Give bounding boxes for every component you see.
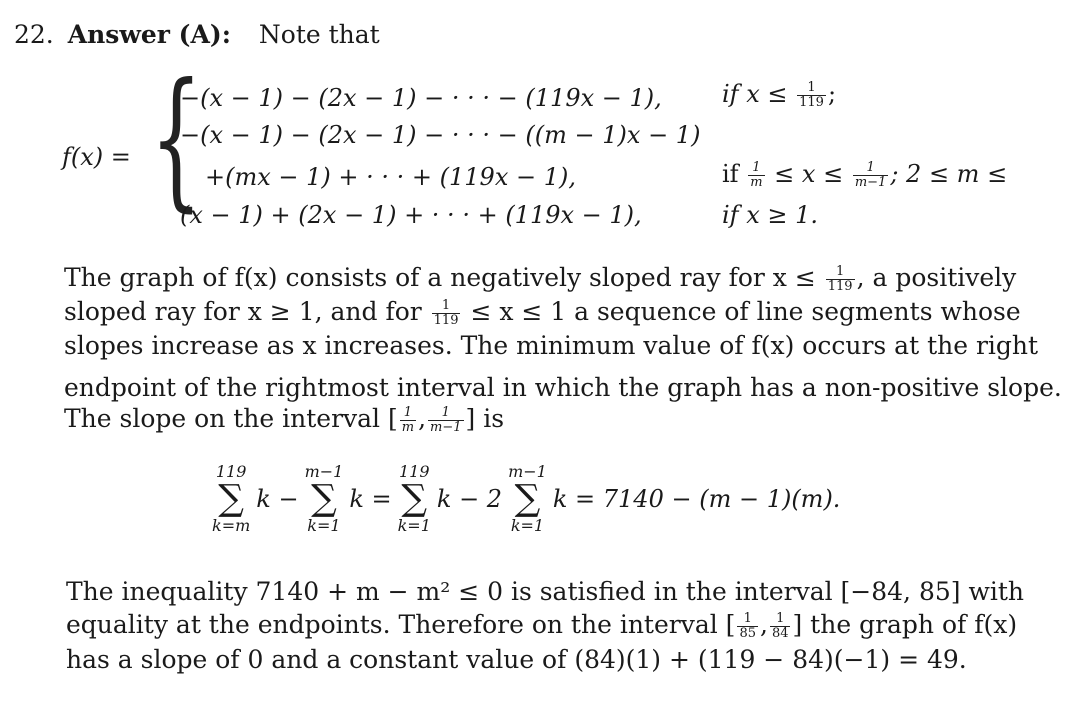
case2-mid: ≤ x ≤	[774, 160, 844, 188]
case1-expr: −(x − 1) − (2x − 1) − · · · − (119x − 1),	[180, 84, 662, 112]
frac-num: 1	[441, 405, 450, 421]
sum2	[305, 464, 344, 534]
note-text: Note that	[258, 20, 380, 49]
frac-den: 85	[739, 626, 756, 641]
para2-l2-frac2	[770, 612, 791, 640]
para1-line2	[64, 297, 1021, 328]
frac-den: m	[750, 175, 763, 190]
sum4-lower: k=1	[510, 515, 545, 535]
para2-l2-comma: ,	[759, 610, 768, 639]
para2-l2-b: ] the graph of f(x)	[792, 610, 1018, 639]
answer-label: Answer (A):	[67, 20, 231, 49]
para1-l2-frac	[432, 299, 461, 327]
left-brace: {	[150, 52, 203, 226]
sum2-upper: m−1	[304, 462, 344, 481]
sum-term3: k − 2	[436, 484, 503, 513]
frac-den: m−1	[854, 175, 887, 190]
case1-cond	[722, 80, 836, 110]
case2-expr-line2: +(mx − 1) + · · · + (119x − 1),	[205, 163, 576, 191]
frac-den: 84	[771, 626, 789, 641]
sum4	[508, 464, 547, 534]
para1-l1-b: , a positively	[856, 263, 1017, 292]
sigma-symbol: ∑	[218, 478, 244, 519]
frac-den: 119	[827, 279, 853, 294]
para2-line2	[66, 610, 1017, 641]
frac-num: 1	[752, 160, 761, 176]
sigma-symbol: ∑	[401, 478, 428, 519]
frac-den: m	[401, 420, 415, 435]
para1-l2-a: sloped ray for x ≥ 1, and for	[64, 297, 422, 326]
para1-l5-frac1	[400, 406, 416, 434]
frac-den: m−1	[430, 420, 462, 435]
para1-l5-comma: ,	[418, 404, 427, 433]
sum3-upper: 119	[398, 462, 430, 481]
sum1	[212, 464, 250, 534]
frac-den: 119	[433, 313, 459, 328]
frac-num: 1	[866, 160, 875, 176]
case2-expr-line1: −(x − 1) − (2x − 1) − · · · − ((m − 1)x − 1)	[180, 121, 701, 149]
case1-cond-suffix: ;	[827, 80, 837, 108]
para2-l2-frac1	[737, 612, 758, 640]
frac-num: 1	[743, 611, 752, 627]
case3-cond: if x ≥ 1.	[722, 201, 818, 229]
case2-suffix: ; 2 ≤ m ≤	[890, 160, 1008, 188]
para1-l1-frac	[826, 265, 855, 293]
frac-num: 1	[776, 611, 785, 627]
lhs-text: f(x) =	[62, 143, 131, 171]
para1-line5	[64, 404, 504, 435]
frac-num: 1	[807, 80, 816, 96]
case2-frac2	[853, 161, 889, 189]
sum2-lower: k=1	[307, 515, 341, 535]
para1-l5-a: The slope on the interval [	[64, 404, 398, 433]
sum4-upper: m−1	[508, 462, 547, 481]
para1-l2-b: ≤ x ≤ 1 a sequence of line segments whose	[470, 297, 1021, 326]
frac-num: 1	[403, 405, 413, 421]
para2-l2-a: equality at the endpoints. Therefore on the interval [	[66, 610, 736, 639]
sum3-lower: k=1	[397, 515, 431, 535]
frac-num: 1	[441, 298, 451, 314]
sigma-symbol: ∑	[311, 478, 337, 519]
para1-line3: slopes increase as x increases. The minimum value of f(x) occurs at the right	[64, 331, 1039, 360]
sum-term4: k = 7140 − (m − 1)(m).	[552, 484, 841, 513]
case2-cond	[722, 160, 1007, 190]
sum3	[398, 464, 431, 534]
frac-den: 119	[799, 95, 824, 110]
sum-term2: k =	[349, 484, 392, 513]
case1-cond-prefix: if x ≤	[722, 80, 788, 108]
sum1-upper: 119	[215, 462, 247, 481]
case3-expr: (x − 1) + (2x − 1) + · · · + (119x − 1),	[180, 201, 642, 229]
piecewise-lhs	[62, 143, 131, 171]
case1-frac	[797, 81, 826, 109]
para1-l5-frac2	[428, 406, 464, 434]
problem-header	[14, 20, 380, 49]
case2-if: if	[722, 160, 739, 188]
para1-line4: endpoint of the rightmost interval in which the graph has a non-positive slope.	[64, 373, 1062, 402]
case2-frac1	[748, 161, 764, 189]
para1-l5-b: ] is	[465, 404, 505, 433]
sum-term1: k −	[256, 484, 299, 513]
problem-number: 22.	[14, 20, 54, 49]
para2-line1: The inequality 7140 + m − m² ≤ 0 is satisfied in the interval [−84, 85] with	[66, 577, 1025, 606]
sum1-lower: k=m	[212, 515, 251, 535]
para1-l1-a: The graph of f(x) consists of a negatively sloped ray for x ≤	[64, 263, 816, 292]
frac-num: 1	[836, 264, 845, 280]
sigma-symbol: ∑	[514, 478, 541, 519]
summation-equation	[212, 464, 840, 534]
para2-line3: has a slope of 0 and a constant value of (84)(1) + (119 − 84)(−1) = 49.	[66, 645, 967, 674]
para1-line1	[64, 263, 1016, 294]
